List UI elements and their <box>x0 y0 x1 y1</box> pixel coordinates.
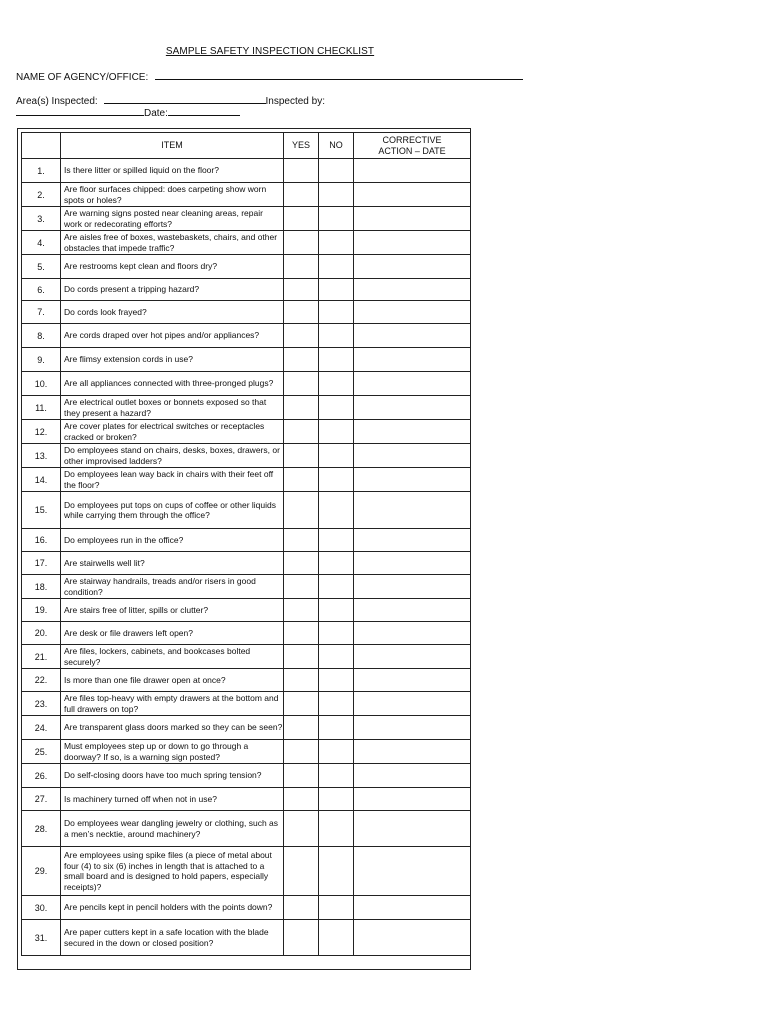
table-row <box>22 896 471 920</box>
table-row <box>22 255 471 279</box>
table-row <box>22 552 471 575</box>
no-cell[interactable] <box>319 183 354 207</box>
row-number: 19. <box>22 599 61 622</box>
table-row <box>22 183 471 207</box>
yes-cell[interactable] <box>284 896 319 920</box>
row-number: 2. <box>22 183 61 207</box>
yes-cell[interactable] <box>284 599 319 622</box>
row-item-text: Do cords look frayed? <box>61 301 284 324</box>
corrective-action-cell[interactable] <box>354 468 471 492</box>
row-number: 21. <box>22 645 61 669</box>
yes-cell[interactable] <box>284 575 319 599</box>
row-number: 1. <box>22 159 61 183</box>
table-row <box>22 444 471 468</box>
row-number: 15. <box>22 492 61 529</box>
no-cell[interactable] <box>319 279 354 301</box>
table-row <box>22 159 471 183</box>
yes-cell[interactable] <box>284 529 319 552</box>
corrective-action-cell[interactable] <box>354 740 471 764</box>
row-item-text: Do employees stand on chairs, desks, boxes, drawers, or other improvised ladders? <box>61 444 284 468</box>
row-number: 13. <box>22 444 61 468</box>
no-cell[interactable] <box>319 811 354 847</box>
row-item-text: Are employees using spike files (a piece of metal about four (4) to six (6) inches in length that is attached to a small board and is designed to hold papers, especially receipts)? <box>61 847 284 896</box>
row-item-text: Is machinery turned off when not in use? <box>61 788 284 811</box>
table-row <box>22 599 471 622</box>
row-number: 14. <box>22 468 61 492</box>
corrective-action-cell[interactable] <box>354 159 471 183</box>
inspected-by-blank[interactable] <box>16 106 144 116</box>
row-number: 4. <box>22 231 61 255</box>
row-item-text: Are cords draped over hot pipes and/or appliances? <box>61 324 284 348</box>
yes-cell[interactable] <box>284 552 319 575</box>
row-item-text: Do employees run in the office? <box>61 529 284 552</box>
table-row <box>22 348 471 372</box>
yes-cell[interactable] <box>284 692 319 716</box>
row-number: 25. <box>22 740 61 764</box>
yes-cell[interactable] <box>284 788 319 811</box>
row-item-text: Are paper cutters kept in a safe location with the blade secured in the down or closed position? <box>61 920 284 956</box>
corrective-action-cell[interactable] <box>354 764 471 788</box>
row-number: 23. <box>22 692 61 716</box>
row-item-text: Are pencils kept in pencil holders with the points down? <box>61 896 284 920</box>
row-item-text: Do cords present a tripping hazard? <box>61 279 284 301</box>
no-cell[interactable] <box>319 444 354 468</box>
yes-cell[interactable] <box>284 811 319 847</box>
row-number: 20. <box>22 622 61 645</box>
header-action-line2: ACTION – DATE <box>378 145 446 156</box>
table-row <box>22 301 471 324</box>
no-cell[interactable] <box>319 599 354 622</box>
yes-cell[interactable] <box>284 920 319 956</box>
yes-cell[interactable] <box>284 740 319 764</box>
corrective-action-cell[interactable] <box>354 444 471 468</box>
no-cell[interactable] <box>319 207 354 231</box>
table-row <box>22 279 471 301</box>
row-number: 8. <box>22 324 61 348</box>
inspected-by-label: Inspected by: <box>265 96 325 107</box>
corrective-action-cell[interactable] <box>354 529 471 552</box>
row-item-text: Are stairwells well lit? <box>61 552 284 575</box>
yes-cell[interactable] <box>284 183 319 207</box>
corrective-action-cell[interactable] <box>354 348 471 372</box>
corrective-action-cell[interactable] <box>354 645 471 669</box>
row-item-text: Are transparent glass doors marked so they can be seen? <box>61 716 284 740</box>
table-row <box>22 716 471 740</box>
table-row <box>22 396 471 420</box>
corrective-action-cell[interactable] <box>354 716 471 740</box>
row-number: 7. <box>22 301 61 324</box>
no-cell[interactable] <box>319 468 354 492</box>
corrective-action-cell[interactable] <box>354 420 471 444</box>
corrective-action-cell[interactable] <box>354 788 471 811</box>
no-cell[interactable] <box>319 301 354 324</box>
table-row <box>22 231 471 255</box>
corrective-action-cell[interactable] <box>354 552 471 575</box>
yes-cell[interactable] <box>284 468 319 492</box>
corrective-action-cell[interactable] <box>354 575 471 599</box>
yes-cell[interactable] <box>284 372 319 396</box>
yes-cell[interactable] <box>284 420 319 444</box>
no-cell[interactable] <box>319 324 354 348</box>
yes-cell[interactable] <box>284 301 319 324</box>
no-cell[interactable] <box>319 575 354 599</box>
row-item-text: Are desk or file drawers left open? <box>61 622 284 645</box>
row-number: 17. <box>22 552 61 575</box>
checklist-table <box>21 132 471 956</box>
row-number: 24. <box>22 716 61 740</box>
row-item-text: Is there litter or spilled liquid on the floor? <box>61 159 284 183</box>
corrective-action-cell[interactable] <box>354 255 471 279</box>
table-row <box>22 788 471 811</box>
no-cell[interactable] <box>319 231 354 255</box>
table-row <box>22 468 471 492</box>
no-cell[interactable] <box>319 669 354 692</box>
corrective-action-cell[interactable] <box>354 279 471 301</box>
header-item: ITEM <box>61 133 284 159</box>
row-item-text: Are aisles free of boxes, wastebaskets, chairs, and other obstacles that impede traffic? <box>61 231 284 255</box>
no-cell[interactable] <box>319 764 354 788</box>
table-header-row <box>22 133 471 159</box>
row-item-text: Do employees put tops on cups of coffee or other liquids while carrying them through the office? <box>61 492 284 529</box>
row-number: 28. <box>22 811 61 847</box>
row-number: 16. <box>22 529 61 552</box>
row-item-text: Are stairway handrails, treads and/or risers in good condition? <box>61 575 284 599</box>
table-row <box>22 207 471 231</box>
yes-cell[interactable] <box>284 324 319 348</box>
table-row <box>22 492 471 529</box>
corrective-action-cell[interactable] <box>354 692 471 716</box>
header-action-line1: CORRECTIVE <box>382 134 442 145</box>
no-cell[interactable] <box>319 372 354 396</box>
yes-cell[interactable] <box>284 622 319 645</box>
row-number: 30. <box>22 896 61 920</box>
row-number: 5. <box>22 255 61 279</box>
no-cell[interactable] <box>319 692 354 716</box>
row-item-text: Are files top-heavy with empty drawers at the bottom and full drawers on top? <box>61 692 284 716</box>
no-cell[interactable] <box>319 716 354 740</box>
no-cell[interactable] <box>319 896 354 920</box>
corrective-action-cell[interactable] <box>354 492 471 529</box>
yes-cell[interactable] <box>284 159 319 183</box>
row-item-text: Are flimsy extension cords in use? <box>61 348 284 372</box>
no-cell[interactable] <box>319 396 354 420</box>
row-number: 6. <box>22 279 61 301</box>
corrective-action-cell[interactable] <box>354 301 471 324</box>
no-cell[interactable] <box>319 348 354 372</box>
row-number: 29. <box>22 847 61 896</box>
table-row <box>22 575 471 599</box>
corrective-action-cell[interactable] <box>354 847 471 896</box>
row-item-text: Must employees step up or down to go through a doorway? If so, is a warning sign posted? <box>61 740 284 764</box>
yes-cell[interactable] <box>284 348 319 372</box>
row-item-text: Are restrooms kept clean and floors dry? <box>61 255 284 279</box>
yes-cell[interactable] <box>284 847 319 896</box>
table-row <box>22 692 471 716</box>
header-corrective-action <box>354 133 471 159</box>
table-row <box>22 847 471 896</box>
agency-field <box>16 70 523 83</box>
corrective-action-cell[interactable] <box>354 920 471 956</box>
no-cell[interactable] <box>319 645 354 669</box>
yes-cell[interactable] <box>284 231 319 255</box>
row-number: 26. <box>22 764 61 788</box>
yes-cell[interactable] <box>284 645 319 669</box>
no-cell[interactable] <box>319 492 354 529</box>
yes-cell[interactable] <box>284 492 319 529</box>
corrective-action-cell[interactable] <box>354 396 471 420</box>
date-field <box>16 106 240 119</box>
row-item-text: Are warning signs posted near cleaning areas, repair work or redecorating efforts? <box>61 207 284 231</box>
no-cell[interactable] <box>319 529 354 552</box>
date-blank[interactable] <box>168 106 240 116</box>
row-number: 9. <box>22 348 61 372</box>
row-item-text: Do employees wear dangling jewelry or clothing, such as a men’s necktie, around machinery? <box>61 811 284 847</box>
row-item-text: Is more than one file drawer open at once? <box>61 669 284 692</box>
row-item-text: Do self-closing doors have too much spring tension? <box>61 764 284 788</box>
table-row <box>22 920 471 956</box>
corrective-action-cell[interactable] <box>354 599 471 622</box>
yes-cell[interactable] <box>284 396 319 420</box>
table-row <box>22 372 471 396</box>
header-yes: YES <box>284 133 319 159</box>
corrective-action-cell[interactable] <box>354 669 471 692</box>
agency-blank[interactable] <box>155 70 523 80</box>
header-number <box>22 133 61 159</box>
corrective-action-cell[interactable] <box>354 622 471 645</box>
areas-blank[interactable] <box>104 94 266 104</box>
table-row <box>22 669 471 692</box>
no-cell[interactable] <box>319 552 354 575</box>
table-row <box>22 622 471 645</box>
no-cell[interactable] <box>319 740 354 764</box>
yes-cell[interactable] <box>284 207 319 231</box>
row-item-text: Are floor surfaces chipped: does carpeting show worn spots or holes? <box>61 183 284 207</box>
yes-cell[interactable] <box>284 279 319 301</box>
corrective-action-cell[interactable] <box>354 207 471 231</box>
yes-cell[interactable] <box>284 764 319 788</box>
corrective-action-cell[interactable] <box>354 372 471 396</box>
row-item-text: Are all appliances connected with three-pronged plugs? <box>61 372 284 396</box>
row-number: 10. <box>22 372 61 396</box>
no-cell[interactable] <box>319 255 354 279</box>
table-row <box>22 740 471 764</box>
row-number: 18. <box>22 575 61 599</box>
header-no: NO <box>319 133 354 159</box>
yes-cell[interactable] <box>284 669 319 692</box>
row-number: 12. <box>22 420 61 444</box>
table-row <box>22 529 471 552</box>
yes-cell[interactable] <box>284 444 319 468</box>
table-row <box>22 811 471 847</box>
document-title: SAMPLE SAFETY INSPECTION CHECKLIST <box>165 46 375 57</box>
areas-label: Area(s) Inspected: <box>16 96 98 107</box>
row-number: 22. <box>22 669 61 692</box>
no-cell[interactable] <box>319 159 354 183</box>
table-row <box>22 764 471 788</box>
checklist-table-frame <box>17 128 471 970</box>
no-cell[interactable] <box>319 847 354 896</box>
row-item-text: Are files, lockers, cabinets, and bookcases bolted securely? <box>61 645 284 669</box>
corrective-action-cell[interactable] <box>354 183 471 207</box>
row-item-text: Are electrical outlet boxes or bonnets exposed so that they present a hazard? <box>61 396 284 420</box>
row-number: 11. <box>22 396 61 420</box>
no-cell[interactable] <box>319 788 354 811</box>
table-row <box>22 420 471 444</box>
no-cell[interactable] <box>319 420 354 444</box>
agency-label: NAME OF AGENCY/OFFICE: <box>16 72 149 83</box>
no-cell[interactable] <box>319 920 354 956</box>
row-number: 31. <box>22 920 61 956</box>
corrective-action-cell[interactable] <box>354 231 471 255</box>
row-number: 3. <box>22 207 61 231</box>
table-row <box>22 324 471 348</box>
date-label: Date: <box>144 108 168 119</box>
corrective-action-cell[interactable] <box>354 811 471 847</box>
table-row <box>22 645 471 669</box>
yes-cell[interactable] <box>284 716 319 740</box>
corrective-action-cell[interactable] <box>354 324 471 348</box>
row-item-text: Are cover plates for electrical switches or receptacles cracked or broken? <box>61 420 284 444</box>
yes-cell[interactable] <box>284 255 319 279</box>
row-item-text: Do employees lean way back in chairs with their feet off the floor? <box>61 468 284 492</box>
row-item-text: Are stairs free of litter, spills or clutter? <box>61 599 284 622</box>
row-number: 27. <box>22 788 61 811</box>
no-cell[interactable] <box>319 622 354 645</box>
corrective-action-cell[interactable] <box>354 896 471 920</box>
